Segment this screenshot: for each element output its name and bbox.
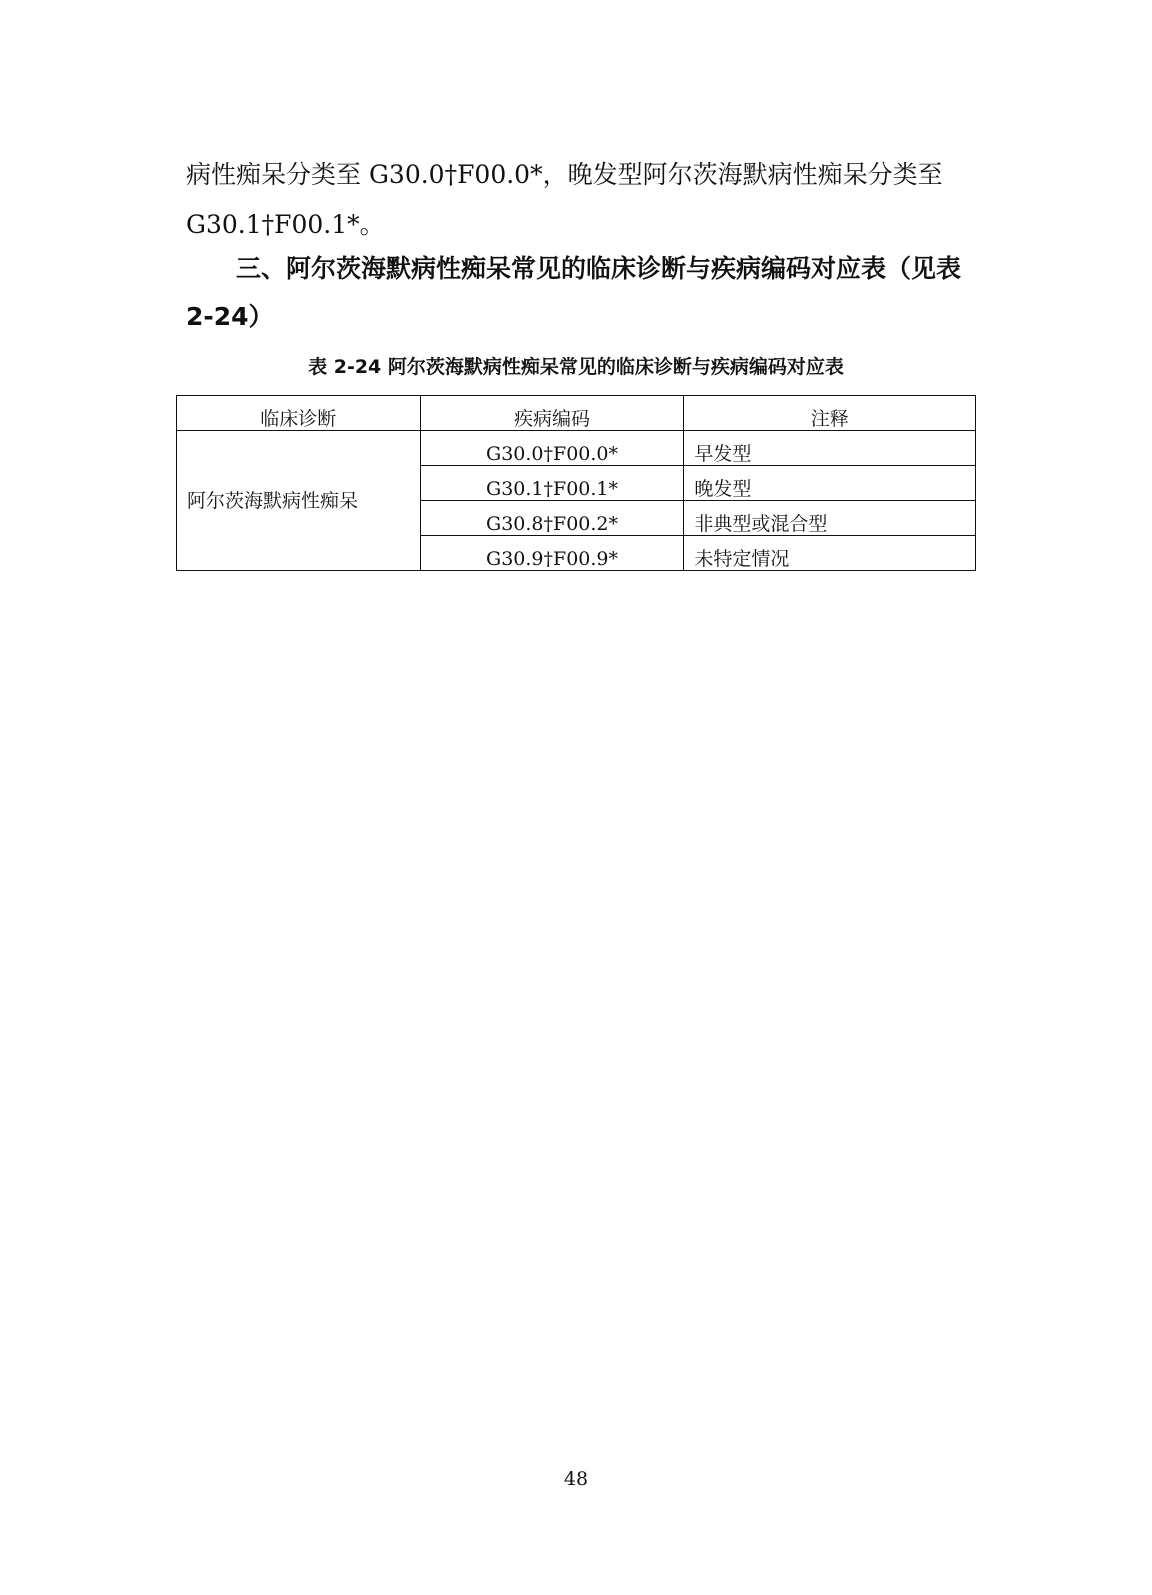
note-cell: 早发型 xyxy=(684,431,976,466)
paragraph-line-2: G30.1†F00.1*。 xyxy=(186,210,385,239)
header-disease-code: 疾病编码 xyxy=(420,396,684,431)
table-row xyxy=(177,431,976,466)
code-cell: G30.9†F00.9* xyxy=(420,536,684,571)
diagnosis-cell: 阿尔茨海默病性痴呆 xyxy=(177,431,421,571)
code-cell: G30.0†F00.0* xyxy=(420,431,684,466)
table-header-row xyxy=(177,396,976,431)
header-clinical-diagnosis: 临床诊断 xyxy=(177,396,421,431)
section-heading: 三、阿尔茨海默病性痴呆常见的临床诊断与疾病编码对应表（见表2-24） xyxy=(186,254,962,331)
diagnosis-code-table xyxy=(176,395,976,571)
body-paragraph xyxy=(186,150,966,250)
note-cell: 未特定情况 xyxy=(684,536,976,571)
header-note: 注释 xyxy=(684,396,976,431)
paragraph-line-1: 病性痴呆分类至 G30.0†F00.0*，晚发型阿尔茨海默病性痴呆分类至 xyxy=(186,160,943,189)
page-number: 48 xyxy=(563,1468,589,1490)
code-cell: G30.1†F00.1* xyxy=(420,466,684,501)
code-cell: G30.8†F00.2* xyxy=(420,501,684,536)
note-cell: 非典型或混合型 xyxy=(684,501,976,536)
table-caption: 表 2-24 阿尔茨海默病性痴呆常见的临床诊断与疾病编码对应表 xyxy=(308,356,844,378)
note-cell: 晚发型 xyxy=(684,466,976,501)
